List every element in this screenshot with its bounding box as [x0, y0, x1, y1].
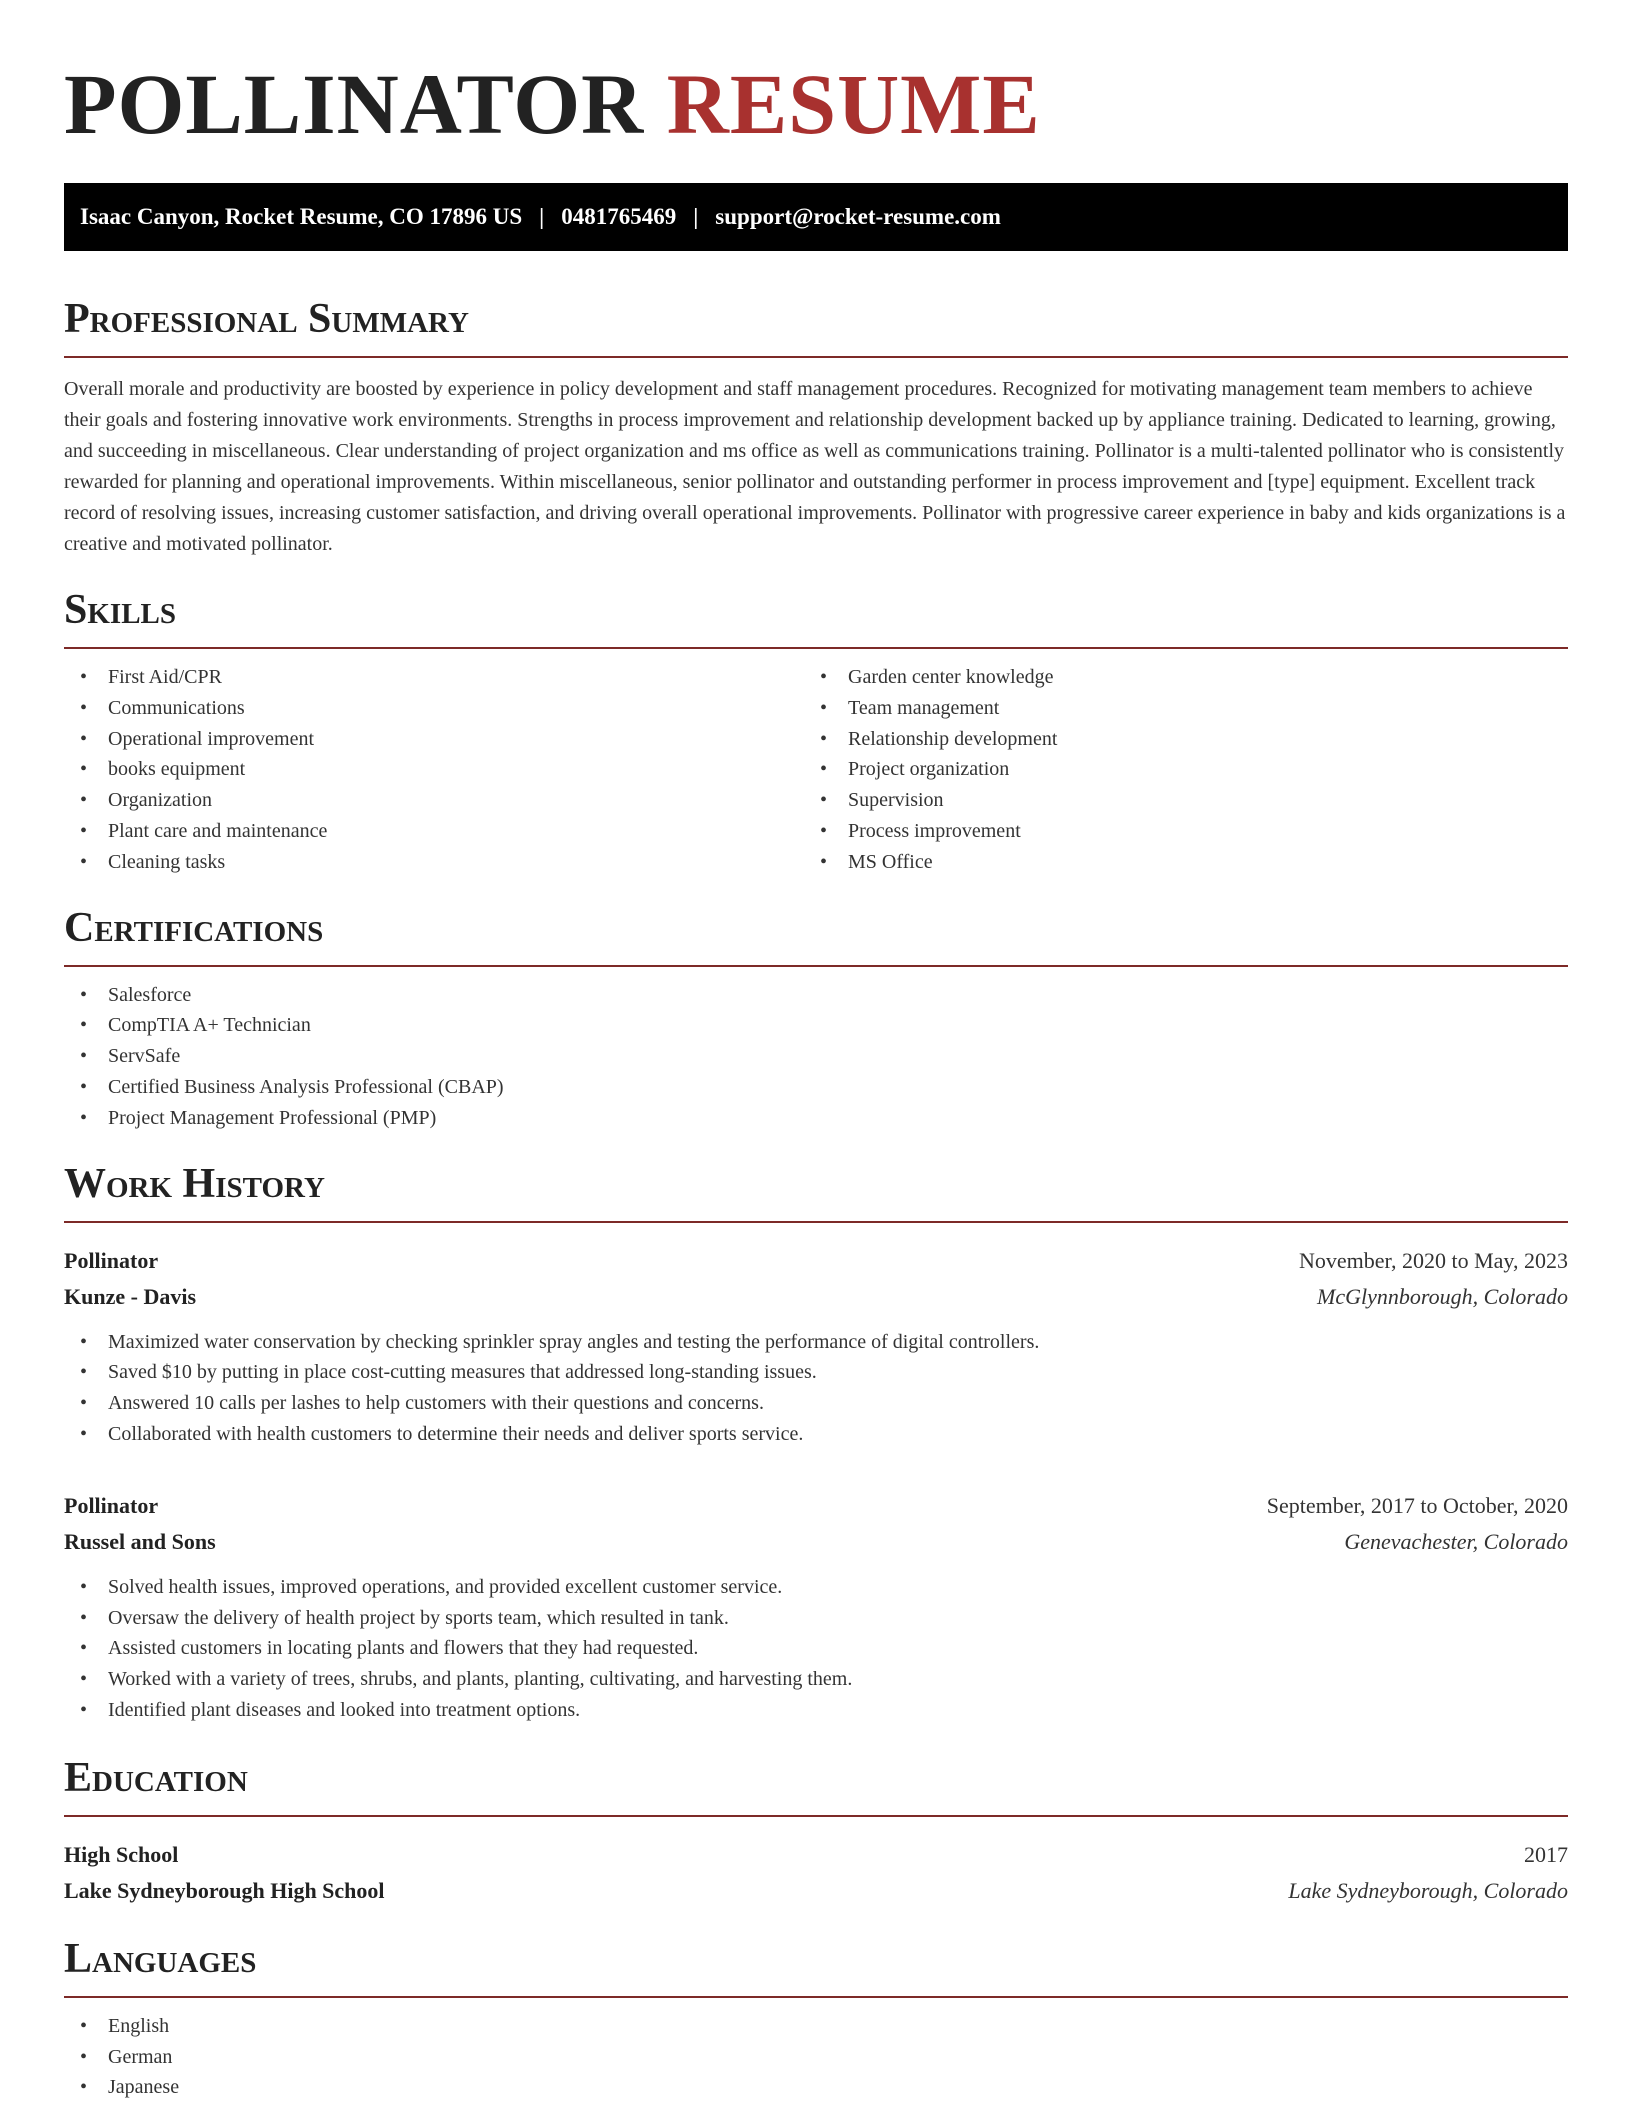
skill-item: • MS Office	[804, 847, 1544, 878]
contact-separator: |	[693, 204, 699, 229]
job-bullet: • Worked with a variety of trees, shrubs, and plants, planting, cultivating, and harvesting them.	[64, 1664, 1568, 1695]
certification-item: • ServSafe	[64, 1041, 1568, 1072]
contact-separator: |	[539, 204, 545, 229]
contact-phone: 0481765469	[561, 204, 677, 229]
language-item: • English	[64, 2011, 1568, 2042]
title-part-1: POLLINATOR	[64, 56, 645, 152]
skill-item: • Plant care and maintenance	[64, 816, 804, 847]
skill-item: • First Aid/CPR	[64, 662, 804, 693]
skill-item: • Garden center knowledge	[804, 662, 1544, 693]
skills-list-left	[64, 662, 804, 878]
job-dates: September, 2017 to October, 2020	[1266, 1492, 1568, 1518]
skill-item: • Process improvement	[804, 816, 1544, 847]
job-bullet: • Answered 10 calls per lashes to help customers with their questions and concerns.	[64, 1388, 1568, 1419]
job-title-row	[64, 1243, 1568, 1279]
education-school: Lake Sydneyborough High School	[64, 1877, 385, 1903]
skill-item: • books equipment	[64, 754, 804, 785]
job-title-row	[64, 1488, 1568, 1524]
job-bullet: • Identified plant diseases and looked into treatment options.	[64, 1695, 1568, 1726]
job-bullet: • Oversaw the delivery of health project by sports team, which resulted in tank.	[64, 1603, 1568, 1634]
job-company-row	[64, 1524, 1568, 1560]
certification-item: • CompTIA A+ Technician	[64, 1010, 1568, 1041]
languages-heading: Languages	[64, 1935, 1568, 1998]
resume-title	[64, 0, 1568, 150]
skill-item: • Cleaning tasks	[64, 847, 804, 878]
education-school-row	[64, 1873, 1568, 1909]
certification-item: • Project Management Professional (PMP)	[64, 1103, 1568, 1134]
job-bullets	[64, 1572, 1568, 1726]
job-entry	[64, 1488, 1568, 1726]
title-part-2: RESUME	[666, 56, 1041, 152]
skill-item: • Supervision	[804, 785, 1544, 816]
contact-address: Isaac Canyon, Rocket Resume, CO 17896 US	[80, 204, 523, 229]
education-degree-row	[64, 1837, 1568, 1873]
contact-email: support@rocket-resume.com	[715, 204, 1001, 229]
certification-item: • Salesforce	[64, 980, 1568, 1011]
job-bullet: • Saved $10 by putting in place cost-cutting measures that addressed long-standing issues.	[64, 1357, 1568, 1388]
job-bullet: • Solved health issues, improved operations, and provided excellent customer service.	[64, 1572, 1568, 1603]
job-entry	[64, 1243, 1568, 1450]
language-item: • German	[64, 2042, 1568, 2073]
skills-heading: Skills	[64, 586, 1568, 649]
languages-list	[64, 2011, 1568, 2103]
education-entry	[64, 1837, 1568, 1909]
job-location: Genevachester, Colorado	[1344, 1528, 1568, 1554]
job-title: Pollinator	[64, 1247, 159, 1273]
summary-heading: Professional Summary	[64, 295, 1568, 358]
job-location: McGlynnborough, Colorado	[1317, 1283, 1568, 1309]
certification-item: • Certified Business Analysis Professional (CBAP)	[64, 1072, 1568, 1103]
education-year: 2017	[1524, 1841, 1568, 1867]
education-degree: High School	[64, 1841, 179, 1867]
certifications-list	[64, 980, 1568, 1134]
skill-item: • Operational improvement	[64, 724, 804, 755]
skill-item: • Organization	[64, 785, 804, 816]
job-bullets	[64, 1327, 1568, 1450]
contact-bar	[64, 183, 1568, 251]
summary-text: Overall morale and productivity are boosted by experience in policy development and staff management procedures. Recognized for motivating management team members to achieve their goals and fostering innovative work environments. Strengths in process improvement and relationship development backed up by appliance training. Dedicated to learning, growing, and succeeding in miscellaneous. Clear understanding of project organization and ms office as well as communications training. Pollinator is a multi-talented pollinator who is consistently rewarded for planning and operational improvements. Within miscellaneous, senior pollinator and outstanding performer in process improvement and [type] equipment. Excellent track record of resolving issues, increasing customer satisfaction, and driving overall operational improvements. Pollinator with progressive career experience in baby and kids organizations is a creative and motivated pollinator.	[64, 378, 1566, 555]
job-bullet: • Assisted customers in locating plants and flowers that they had requested.	[64, 1633, 1568, 1664]
job-bullet: • Collaborated with health customers to determine their needs and deliver sports service.	[64, 1419, 1568, 1450]
work-history-heading: Work History	[64, 1160, 1568, 1223]
skill-item: • Project organization	[804, 754, 1544, 785]
certifications-heading: Certifications	[64, 904, 1568, 967]
education-location: Lake Sydneyborough, Colorado	[1288, 1877, 1568, 1903]
skill-item: • Relationship development	[804, 724, 1544, 755]
skill-item: • Communications	[64, 693, 804, 724]
skills-list-right	[804, 662, 1544, 878]
job-company: Kunze - Davis	[64, 1283, 196, 1309]
job-title: Pollinator	[64, 1492, 159, 1518]
language-item: • Japanese	[64, 2072, 1568, 2103]
job-bullet: • Maximized water conservation by checking sprinkler spray angles and testing the performance of digital controllers.	[64, 1327, 1568, 1358]
job-company-row	[64, 1279, 1568, 1315]
education-heading: Education	[64, 1754, 1568, 1817]
skills-grid	[64, 649, 1568, 878]
job-dates: November, 2020 to May, 2023	[1299, 1247, 1568, 1273]
job-company: Russel and Sons	[64, 1528, 216, 1554]
skill-item: • Team management	[804, 693, 1544, 724]
